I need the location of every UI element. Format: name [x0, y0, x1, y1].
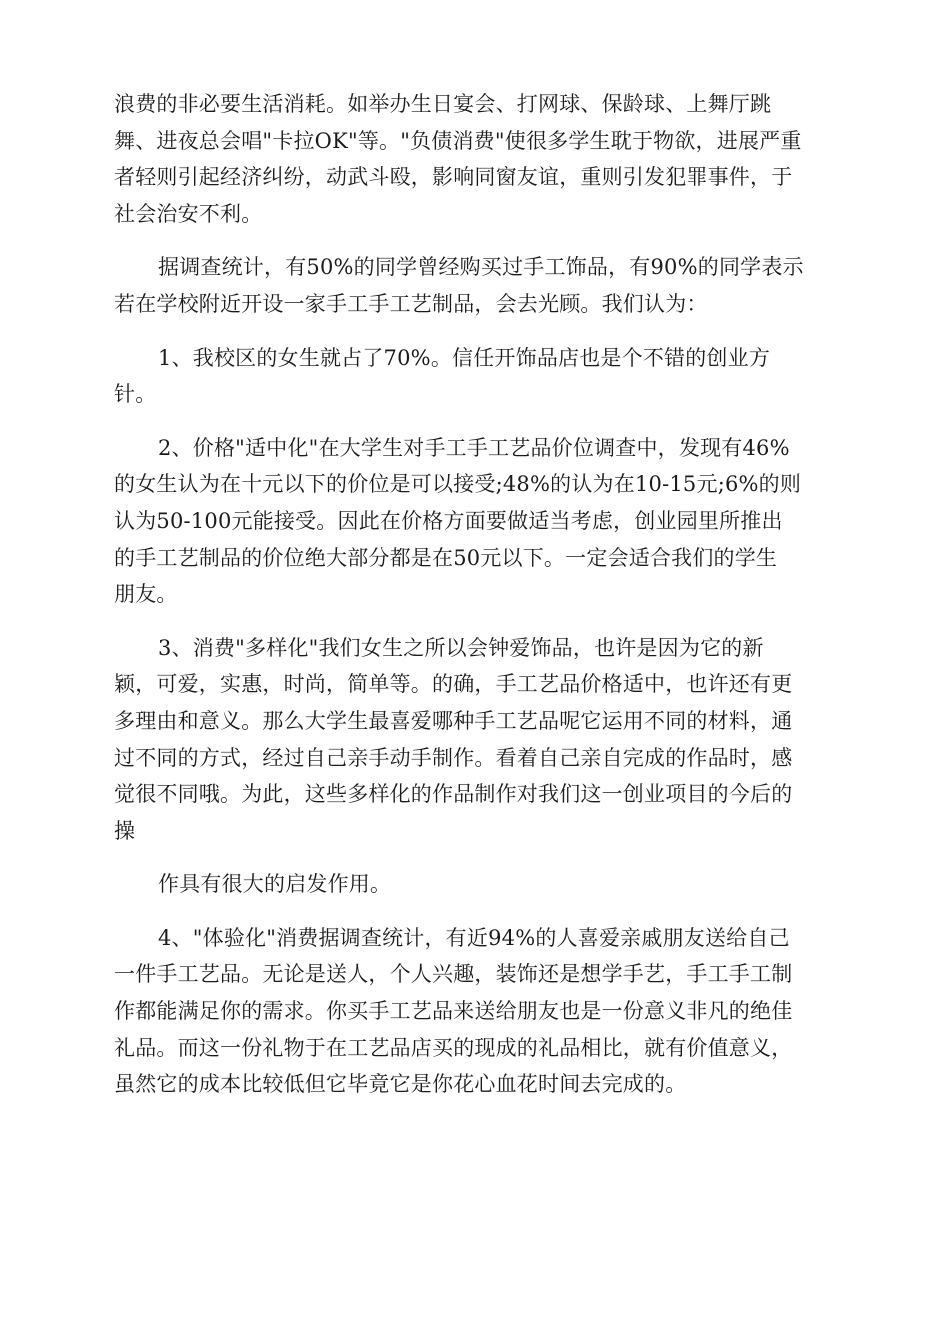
paragraph-survey-statistics [114, 249, 836, 322]
paragraph-point-4 [114, 920, 836, 1103]
text-line: 1、我校区的女生就占了70%。信任开饰品店也是个不错的创业方 [158, 345, 771, 370]
text-line: 虽然它的成本比较低但它毕竟它是你花心血花时间去完成的。 [114, 1072, 687, 1097]
paragraph-point-3 [114, 630, 836, 850]
text-line: 4、"体验化"消费据调查统计，有近94%的人喜爱亲戚朋友送给自己 [158, 925, 790, 950]
text-line: 的女生认为在十元以下的价位是可以接受;48%的认为在10-15元;6%的则 [114, 472, 802, 497]
text-line: 的手工艺制品的价位绝大部分都是在50元以下。一定会适合我们的学生 [114, 545, 778, 570]
text-line: 作都能满足你的需求。你买手工艺品来送给朋友也是一份意义非凡的绝佳 [114, 999, 793, 1024]
text-line: 朋友。 [114, 582, 178, 607]
text-line: 针。 [114, 382, 157, 407]
text-line: 觉很不同哦。为此，这些多样化的作品制作对我们这一创业项目的今后的 [114, 782, 793, 807]
text-line: 颖，可爱，实惠，时尚，简单等。的确，手工艺品价格适中，也许还有更 [114, 672, 793, 697]
text-line: 一件手工艺品。无论是送人，个人兴趣，装饰还是想学手艺，手工手工制 [114, 962, 793, 987]
paragraph-point-3-continued [114, 866, 836, 903]
text-line: 者轻则引起经济纠纷，动武斗殴，影响同窗友谊，重则引发犯罪事件，于 [114, 165, 793, 190]
text-line: 舞、进夜总会唱"卡拉OK"等。"负债消费"使很多学生耽于物欲，进展严重 [114, 128, 802, 153]
text-line: 社会治安不利。 [114, 201, 263, 226]
text-line: 2、价格"适中化"在大学生对手工手工艺品价位调查中，发现有46% [158, 435, 790, 460]
text-line: 过不同的方式，经过自己亲手动手制作。看着自己亲自完成的作品时，感 [114, 745, 793, 770]
paragraph-point-2 [114, 430, 836, 613]
text-line: 若在学校附近开设一家手工手工艺制品，会去光顾。我们认为： [114, 291, 708, 316]
text-line: 浪费的非必要生活消耗。如举办生日宴会、打网球、保龄球、上舞厅跳 [114, 92, 772, 116]
paragraph-consumption-waste [114, 86, 836, 232]
text-line: 据调查统计，有50%的同学曾经购买过手工饰品，有90%的同学表示 [158, 255, 804, 280]
text-line: 3、消费"多样化"我们女生之所以会钟爱饰品，也许是因为它的新 [158, 635, 764, 660]
paragraph-point-1 [114, 340, 836, 413]
document-body [114, 86, 836, 1120]
text-line: 多理由和意义。那么大学生最喜爱哪种手工艺品呢它运用不同的材料，通 [114, 708, 793, 733]
text-line: 操 [114, 818, 136, 843]
text-line: 认为50-100元能接受。因此在价格方面要做适当考虑，创业园里所推出 [114, 508, 783, 533]
text-line: 作具有很大的启发作用。 [158, 872, 392, 897]
text-line: 礼品。而这一份礼物于在工艺品店买的现成的礼品相比，就有价值意义， [114, 1035, 793, 1060]
